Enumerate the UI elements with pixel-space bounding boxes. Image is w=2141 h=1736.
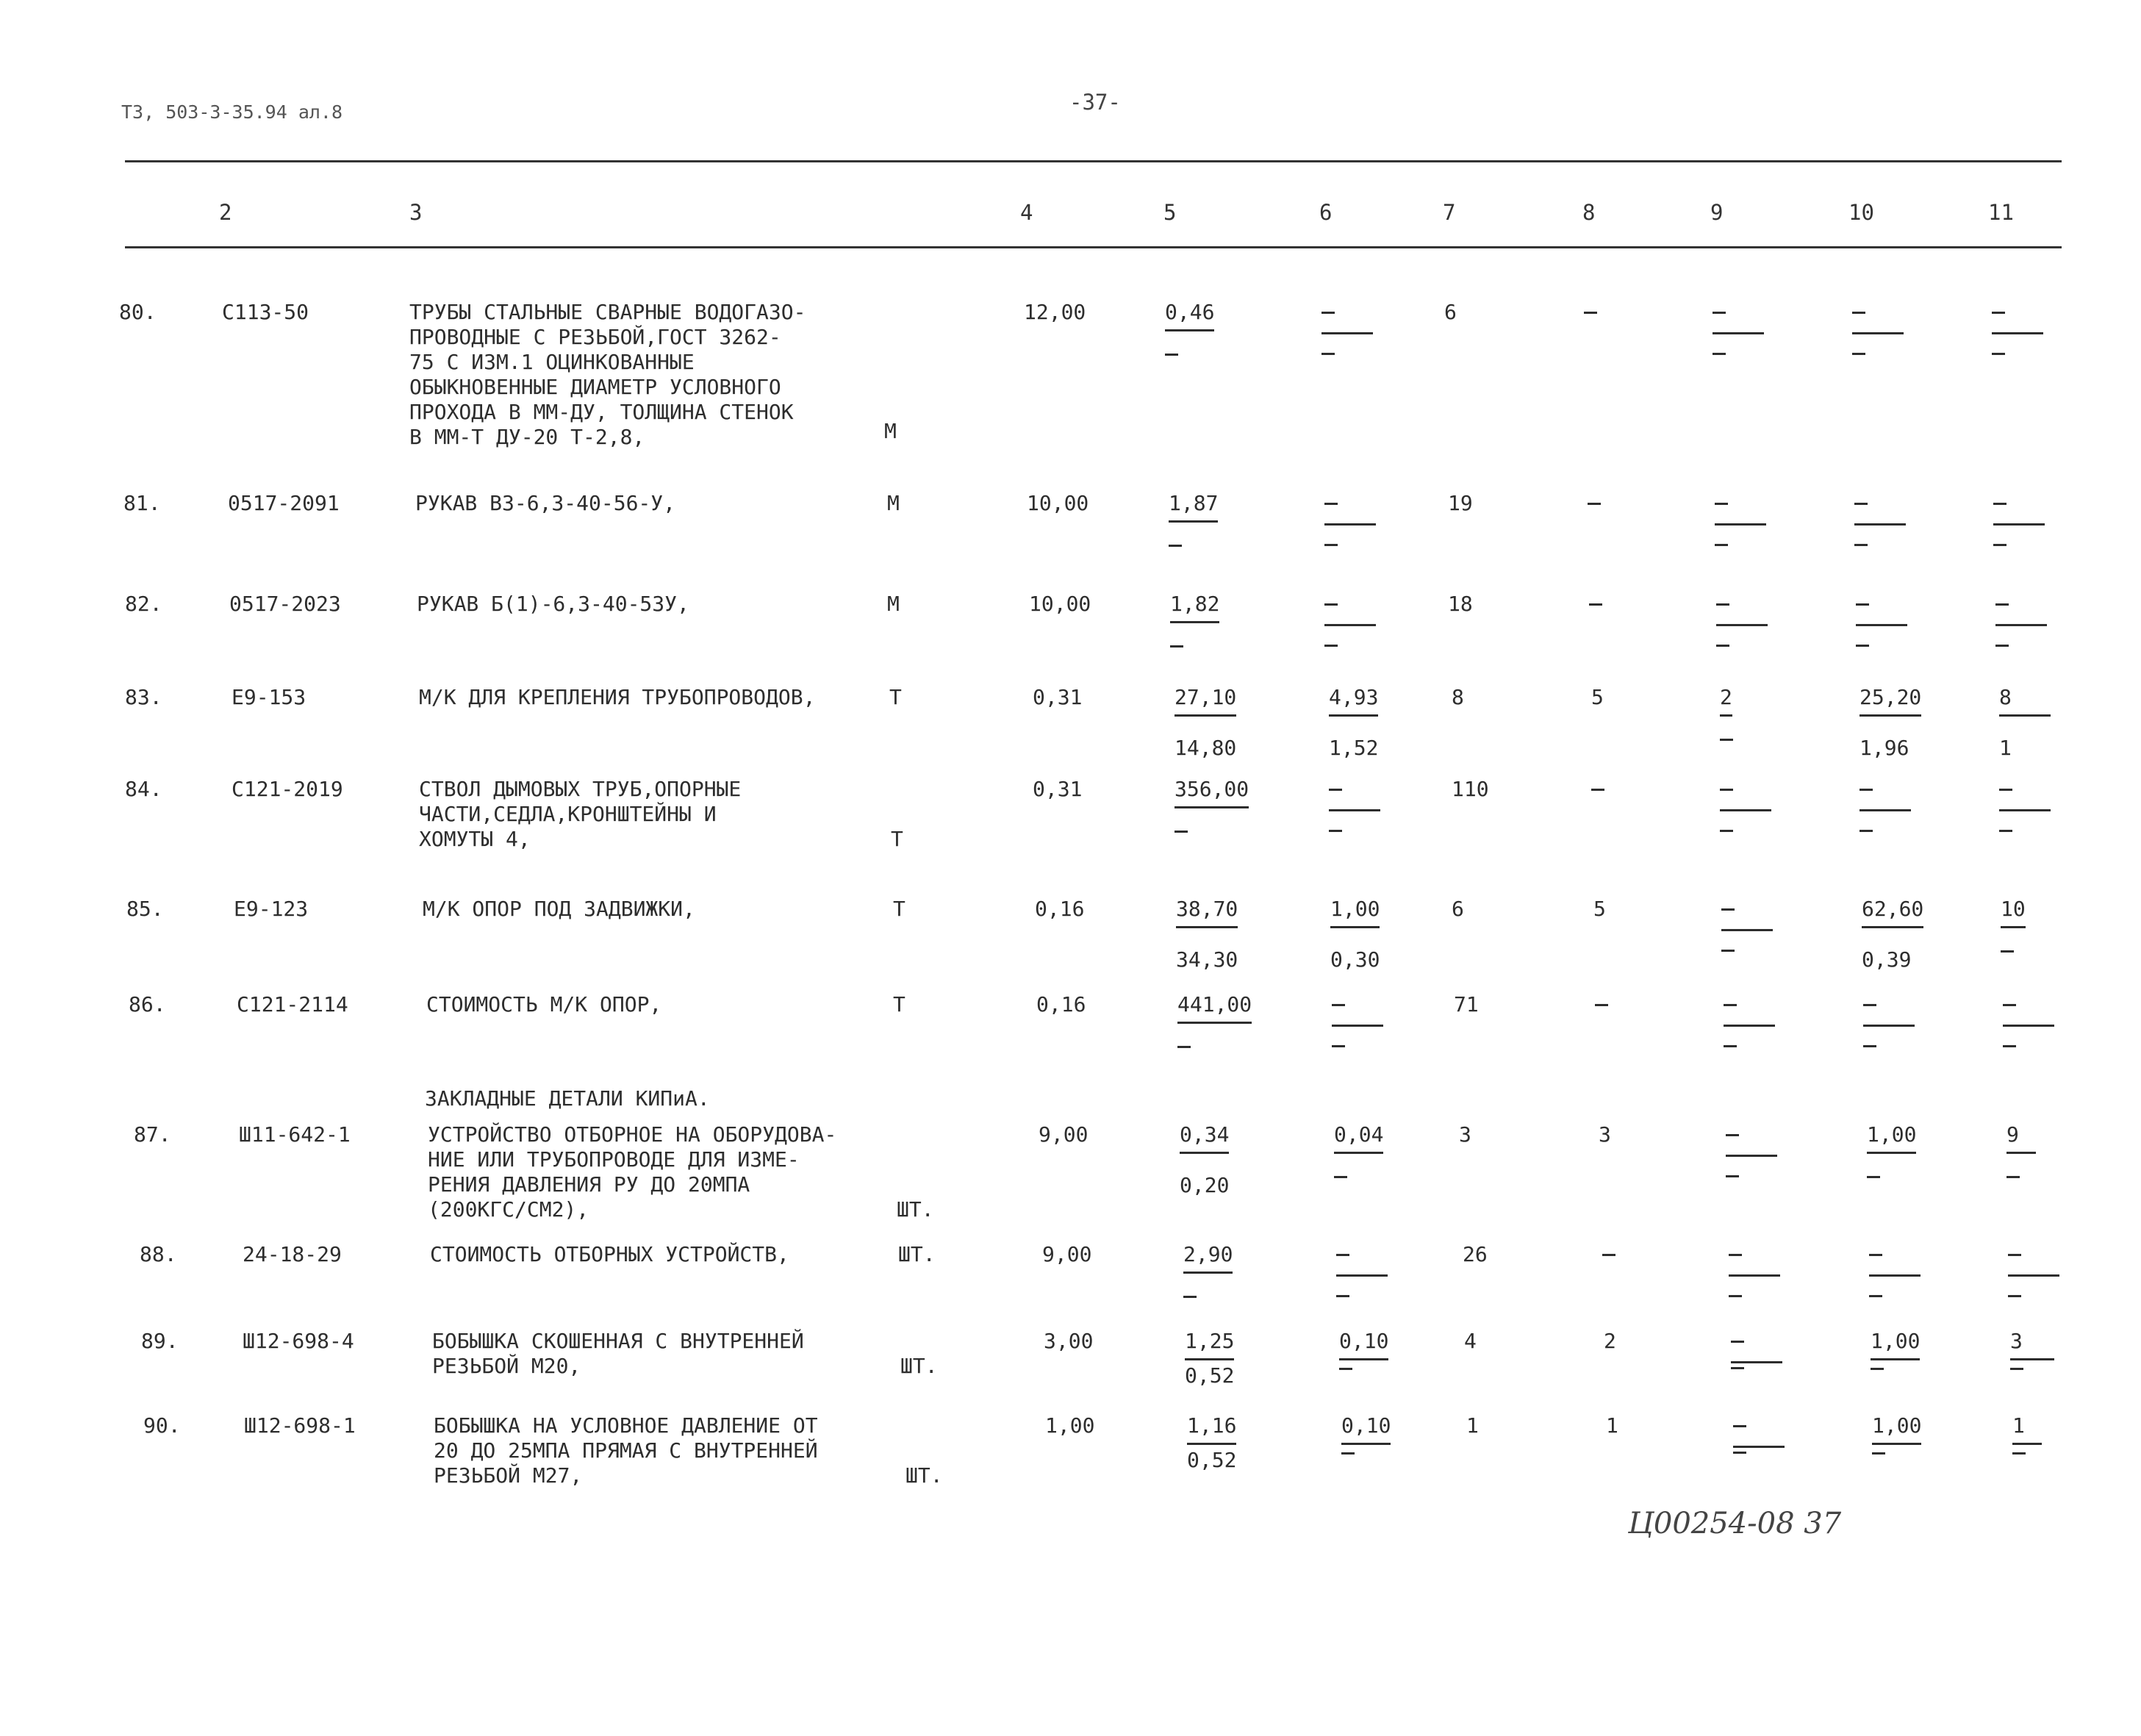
dash-mark: [1863, 1045, 1876, 1047]
row-code: Ш12-698-1: [244, 1413, 356, 1438]
dash-mark: [1591, 777, 1643, 802]
row-col10: 1,00: [1867, 1122, 1916, 1154]
dash-mark: [1720, 739, 1733, 741]
dash-mark: [1321, 300, 1373, 325]
row-col4: 10,00: [1027, 491, 1089, 515]
row-description: М/К ДЛЯ КРЕПЛЕНИЯ ТРУБОПРОВОДОВ,: [419, 685, 816, 709]
section-heading: ЗАКЛАДНЫЕ ДЕТАЛИ КИПиА.: [425, 1086, 710, 1111]
dash-mark: [1336, 1242, 1388, 1267]
row-number: 81.: [123, 491, 161, 515]
row-col8: 3: [1599, 1122, 1611, 1147]
row-description: СТОИМОСТЬ М/К ОПОР,: [426, 992, 662, 1016]
row-code: 0517-2023: [229, 592, 341, 616]
row-number: 82.: [125, 592, 162, 616]
row-col5: 1,25: [1185, 1329, 1234, 1360]
dash-mark: [1589, 592, 1640, 617]
row-number: 84.: [125, 777, 162, 801]
dash-mark: [1169, 545, 1182, 547]
row-description: СТОИМОСТЬ ОТБОРНЫХ УСТРОЙСТВ,: [430, 1242, 789, 1266]
row-col5-lower: 0,20: [1180, 1173, 1230, 1197]
dash-mark: [2012, 1452, 2026, 1455]
row-col8: 5: [1593, 897, 1606, 921]
row-col7: 4: [1464, 1329, 1477, 1353]
column-header-7: 7: [1443, 200, 1456, 225]
row-col11: 8: [1999, 685, 2051, 717]
row-number: 83.: [125, 685, 162, 709]
row-col11: 3: [2010, 1329, 2054, 1360]
dash-mark: [1715, 491, 1766, 516]
dash-mark: [1995, 592, 2047, 617]
row-col4: 3,00: [1044, 1329, 1094, 1353]
row-description: РУКАВ В3-6,3-40-56-У,: [415, 491, 676, 515]
row-unit: Т: [891, 827, 903, 851]
dash-mark: [1733, 1413, 1785, 1438]
row-col11: 9: [2006, 1122, 2036, 1154]
row-col7: 3: [1459, 1122, 1471, 1147]
row-col8: 1: [1606, 1413, 1618, 1438]
row-code: С121-2019: [232, 777, 343, 801]
row-unit: ШТ.: [905, 1463, 943, 1488]
dash-mark: [1584, 300, 1635, 325]
row-col5-lower: 14,80: [1174, 736, 1237, 760]
row-col5: 38,70: [1176, 897, 1238, 928]
row-col4: 1,00: [1045, 1413, 1095, 1438]
dash-mark: [1324, 592, 1376, 617]
row-col7: 6: [1444, 300, 1457, 324]
row-col7: 18: [1448, 592, 1473, 616]
dash-mark: [1588, 491, 1639, 516]
row-col5-lower: 34,30: [1176, 947, 1238, 972]
column-header-4: 4: [1020, 200, 1033, 225]
dash-mark: [1860, 777, 1911, 802]
row-col5: 2,90: [1183, 1242, 1233, 1274]
dash-mark: [1332, 1045, 1345, 1047]
column-header-9: 9: [1710, 200, 1724, 225]
row-col10-lower: 0,39: [1862, 947, 1912, 972]
dash-mark: [2008, 1295, 2021, 1297]
row-col5-lower: 0,52: [1187, 1448, 1237, 1472]
row-code: Ш12-698-4: [243, 1329, 354, 1353]
dash-mark: [1993, 491, 2045, 516]
dash-mark: [1731, 1367, 1744, 1369]
dash-mark: [1339, 1368, 1352, 1370]
dash-mark: [1324, 491, 1376, 516]
dash-mark: [1863, 992, 1915, 1017]
row-description: БОБЫШКА НА УСЛОВНОЕ ДАВЛЕНИЕ ОТ 20 ДО 25МПА ПРЯМАЯ С ВНУТРЕННЕЙ РЕЗЬБОЙ М27,: [434, 1413, 818, 1488]
column-header-11: 11: [1988, 200, 2014, 225]
dash-mark: [1993, 544, 2006, 546]
dash-mark: [1720, 830, 1733, 832]
row-code: 24-18-29: [243, 1242, 342, 1266]
row-col7: 1: [1466, 1413, 1479, 1438]
dash-mark: [1860, 830, 1873, 832]
row-col7: 8: [1452, 685, 1464, 709]
dash-mark: [1854, 491, 1906, 516]
row-unit: М: [887, 491, 900, 515]
dash-mark: [1726, 1122, 1777, 1147]
dash-mark: [1856, 592, 1907, 617]
dash-mark: [1721, 950, 1735, 952]
row-unit: Т: [889, 685, 902, 709]
row-code: Ш11-642-1: [239, 1122, 351, 1147]
row-col10-lower: 1,96: [1860, 736, 1909, 760]
row-col4: 0,31: [1033, 685, 1083, 709]
dash-mark: [1992, 353, 2005, 355]
row-number: 88.: [140, 1242, 177, 1266]
page-number: -37-: [1069, 90, 1121, 115]
dash-mark: [1733, 1452, 1746, 1454]
row-col6: 0,10: [1339, 1329, 1388, 1360]
row-col7: 26: [1463, 1242, 1488, 1266]
row-code: Е9-153: [232, 685, 306, 709]
row-col8: 5: [1591, 685, 1604, 709]
dash-mark: [1324, 544, 1338, 546]
dash-mark: [1332, 992, 1383, 1017]
header-rule-bottom: [125, 246, 2062, 248]
row-col6-lower: 0,30: [1330, 947, 1380, 972]
row-col6: 4,93: [1329, 685, 1378, 717]
dash-mark: [2006, 1176, 2020, 1178]
row-description: УСТРОЙСТВО ОТБОРНОЕ НА ОБОРУДОВА- НИЕ ИЛИ ТРУБОПРОВОДЕ ДЛЯ ИЗМЕ- РЕНИЯ ДАВЛЕНИЯ РУ ДО 20МПА (200КГС/СМ2),: [428, 1122, 837, 1222]
dash-mark: [1999, 830, 2012, 832]
archive-code: Ц00254-08 37: [1628, 1507, 1842, 1540]
dash-mark: [1871, 1368, 1884, 1370]
row-col7: 6: [1452, 897, 1464, 921]
column-header-2: 2: [219, 200, 232, 225]
row-unit: М: [887, 592, 900, 616]
row-unit: М: [884, 419, 897, 443]
dash-mark: [1852, 353, 1865, 355]
row-unit: Т: [893, 992, 905, 1016]
row-col4: 9,00: [1039, 1122, 1089, 1147]
row-col10: 1,00: [1871, 1329, 1920, 1360]
dash-mark: [1170, 645, 1183, 648]
dash-mark: [1716, 592, 1768, 617]
dash-mark: [1992, 300, 2043, 325]
row-unit: Т: [893, 897, 905, 921]
row-col11: 1: [2012, 1413, 2042, 1445]
dash-mark: [1324, 645, 1338, 647]
dash-mark: [1854, 544, 1868, 546]
row-col4: 0,31: [1033, 777, 1083, 801]
dash-mark: [1336, 1295, 1349, 1297]
column-header-8: 8: [1582, 200, 1596, 225]
dash-mark: [2010, 1368, 2023, 1370]
dash-mark: [1334, 1176, 1347, 1178]
row-description: М/К ОПОР ПОД ЗАДВИЖКИ,: [423, 897, 695, 921]
row-unit: ШТ.: [897, 1197, 934, 1222]
column-header-3: 3: [409, 200, 423, 225]
dash-mark: [1872, 1452, 1885, 1455]
row-col11: 10: [2001, 897, 2026, 928]
row-col4: 12,00: [1024, 300, 1086, 324]
row-col6: 0,04: [1334, 1122, 1383, 1154]
row-col7: 110: [1452, 777, 1489, 801]
row-code: С113-50: [222, 300, 309, 324]
dash-mark: [1183, 1296, 1197, 1298]
row-number: 87.: [134, 1122, 171, 1147]
row-col5: 0,46: [1165, 300, 1214, 331]
row-unit: ШТ.: [900, 1354, 938, 1378]
row-number: 90.: [143, 1413, 181, 1438]
row-description: ТРУБЫ СТАЛЬНЫЕ СВАРНЫЕ ВОДОГАЗО- ПРОВОДНЫЕ С РЕЗЬБОЙ,ГОСТ 3262- 75 С ИЗМ.1 ОЦИНКОВАННЫЕ ОБЫКНОВЕННЫЕ ДИАМЕТР УСЛОВНОГО ПРОХОДА В ММ-ДУ, ТОЛЩИНА СТЕНОК В ММ-Т ДУ-20 Т-2,8,: [409, 300, 806, 449]
dash-mark: [1999, 777, 2051, 802]
row-col6: 1,00: [1330, 897, 1380, 928]
dash-mark: [2008, 1242, 2059, 1267]
row-col8: 2: [1604, 1329, 1616, 1353]
row-col9: 2: [1720, 685, 1732, 717]
dash-mark: [1165, 354, 1178, 356]
dash-mark: [2003, 1045, 2016, 1047]
row-col4: 0,16: [1036, 992, 1086, 1016]
row-col6-lower: 1,52: [1329, 736, 1379, 760]
row-col5: 1,82: [1170, 592, 1219, 623]
dash-mark: [1341, 1452, 1355, 1455]
dash-mark: [1174, 831, 1188, 833]
dash-mark: [1177, 1046, 1191, 1048]
row-col6: 0,10: [1341, 1413, 1391, 1445]
row-col7: 19: [1448, 491, 1473, 515]
row-code: Е9-123: [234, 897, 309, 921]
row-col10: 62,60: [1862, 897, 1923, 928]
row-col4: 9,00: [1042, 1242, 1092, 1266]
dash-mark: [1721, 897, 1773, 922]
dash-mark: [1856, 645, 1869, 647]
row-number: 86.: [129, 992, 166, 1016]
dash-mark: [1731, 1329, 1782, 1354]
row-col5: 27,10: [1174, 685, 1236, 717]
dash-mark: [1602, 1242, 1654, 1267]
dash-mark: [1715, 544, 1728, 546]
dash-mark: [1726, 1175, 1739, 1177]
dash-mark: [1852, 300, 1904, 325]
row-col5: 0,34: [1180, 1122, 1229, 1154]
row-number: 85.: [126, 897, 164, 921]
dash-mark: [1329, 830, 1342, 832]
header-rule-top: [125, 160, 2062, 162]
row-col11-lower: 1: [1999, 736, 2012, 760]
row-number: 89.: [141, 1329, 179, 1353]
row-number: 80.: [119, 300, 157, 324]
row-description: РУКАВ Б(1)-6,3-40-53У,: [417, 592, 689, 616]
column-header-6: 6: [1319, 200, 1333, 225]
row-col7: 71: [1454, 992, 1479, 1016]
row-description: СТВОЛ ДЫМОВЫХ ТРУБ,ОПОРНЫЕ ЧАСТИ,СЕДЛА,КРОНШТЕЙНЫ И ХОМУТЫ 4,: [419, 777, 742, 851]
row-col5-lower: 0,52: [1185, 1363, 1235, 1388]
dash-mark: [1995, 645, 2009, 647]
dash-mark: [1716, 645, 1729, 647]
row-col5: 1,16: [1187, 1413, 1236, 1445]
dash-mark: [1869, 1242, 1921, 1267]
row-col4: 0,16: [1035, 897, 1085, 921]
dash-mark: [1720, 777, 1771, 802]
dash-mark: [1867, 1176, 1880, 1178]
dash-mark: [1869, 1295, 1882, 1297]
dash-mark: [1595, 992, 1646, 1017]
dash-mark: [1724, 992, 1775, 1017]
dash-mark: [1713, 353, 1726, 355]
row-code: 0517-2091: [228, 491, 340, 515]
dash-mark: [1713, 300, 1764, 325]
row-col5: 356,00: [1174, 777, 1249, 808]
row-code: С121-2114: [237, 992, 348, 1016]
row-col4: 10,00: [1029, 592, 1091, 616]
row-description: БОБЫШКА СКОШЕННАЯ С ВНУТРЕННЕЙ РЕЗЬБОЙ М20,: [432, 1329, 804, 1378]
dash-mark: [1329, 777, 1380, 802]
dash-mark: [2003, 992, 2054, 1017]
column-header-10: 10: [1848, 200, 1874, 225]
row-unit: ШТ.: [898, 1242, 936, 1266]
dash-mark: [1321, 353, 1335, 355]
doc-code: ТЗ, 503-3-35.94 ал.8: [121, 101, 343, 123]
dash-mark: [1724, 1045, 1737, 1047]
row-col10: 25,20: [1860, 685, 1921, 717]
column-header-5: 5: [1163, 200, 1177, 225]
dash-mark: [2001, 950, 2014, 953]
row-col5: 1,87: [1169, 491, 1218, 523]
dash-mark: [1729, 1242, 1780, 1267]
row-col10: 1,00: [1872, 1413, 1921, 1445]
row-col5: 441,00: [1177, 992, 1252, 1024]
dash-mark: [1729, 1295, 1742, 1297]
